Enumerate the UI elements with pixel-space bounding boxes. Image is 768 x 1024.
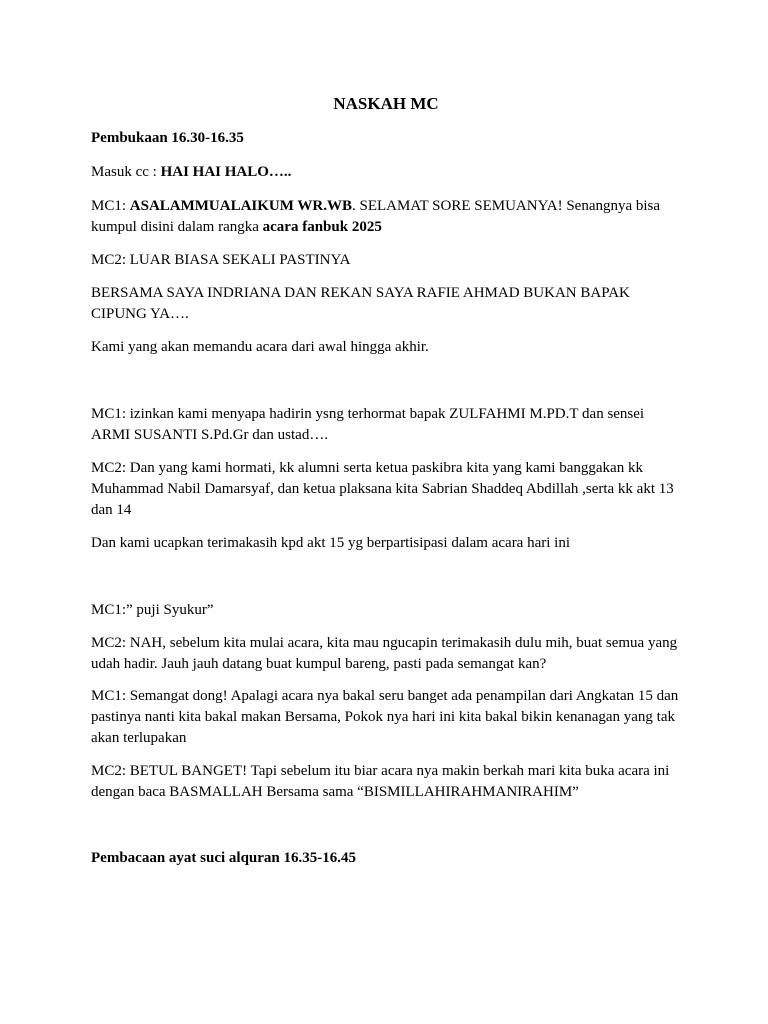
paragraph-mc1-opening [91,196,681,238]
paragraph-mc1-izinkan: MC1: izinkan kami menyapa hadirin ysng terhormat bapak ZULFAHMI M.PD.T dan sensei ARMI SUSANTI S.Pd.Gr dan ustad…. [91,406,645,443]
paragraph-mc1-puji: MC1:” puji Syukur” [91,602,214,618]
mc1-opening-event: acara fanbuk 2025 [262,219,382,235]
paragraph-bersama: BERSAMA SAYA INDRIANA DAN REKAN SAYA RAFIE AHMAD BUKAN BAPAK CIPUNG YA…. [91,285,630,322]
section-heading-pembukaan: Pembukaan 16.30-16.35 [91,130,244,146]
mc1-opening-salam: ASALAMMUALAIKUM WR.WB [129,198,352,214]
masuk-greeting: HAI HAI HALO….. [160,164,292,180]
paragraph-mc2-nah: MC2: NAH, sebelum kita mulai acara, kita mau ngucapin terimakasih dulu mih, buat semua yang udah hadir. Jauh jauh datang buat kumpul bareng, pasti pada semangat kan? [91,635,678,672]
mc1-opening-lead: MC1: [91,198,130,214]
paragraph-kami: Kami yang akan memandu acara dari awal hingga akhir. [91,339,429,355]
mc1-opening-text: . SELAMAT SORE SEMUANYA! Senangnya bisa kumpul disini dalam rangka [91,198,661,235]
paragraph-masuk [91,162,681,183]
paragraph-mc2-betul: MC2: BETUL BANGET! Tapi sebelum itu biar acara nya makin berkah mari kita buka acara ini dengan baca BASMALLAH Bersama sama “BISMILLAHIRAHMANIRAHIM” [91,763,670,800]
document-title: NASKAH MC [333,94,439,113]
paragraph-mc2-hormati: MC2: Dan yang kami hormati, kk alumni serta ketua paskibra kita yang kami banggakan kk Muhammad Nabil Damarsyaf, dan ketua plaksana kita Sabrian Shaddeq Abdillah ,serta kk akt 13 dan 14 [91,460,674,518]
paragraph-terimakasih: Dan kami ucapkan terimakasih kpd akt 15 yg berpartisipasi dalam acara hari ini [91,535,570,551]
paragraph-mc2-luar-biasa: MC2: LUAR BIASA SEKALI PASTINYA [91,252,351,268]
paragraph-mc1-semangat: MC1: Semangat dong! Apalagi acara nya bakal seru banget ada penampilan dari Angkatan 15 dan pastinya nanti kita bakal makan Bersama, Pokok nya hari ini kita bakal bikin kenanagan yang tak akan terlupakan [91,688,679,746]
masuk-label: Masuk cc : [91,164,161,180]
section-heading-pembacaan: Pembacaan ayat suci alquran 16.35-16.45 [91,850,357,866]
